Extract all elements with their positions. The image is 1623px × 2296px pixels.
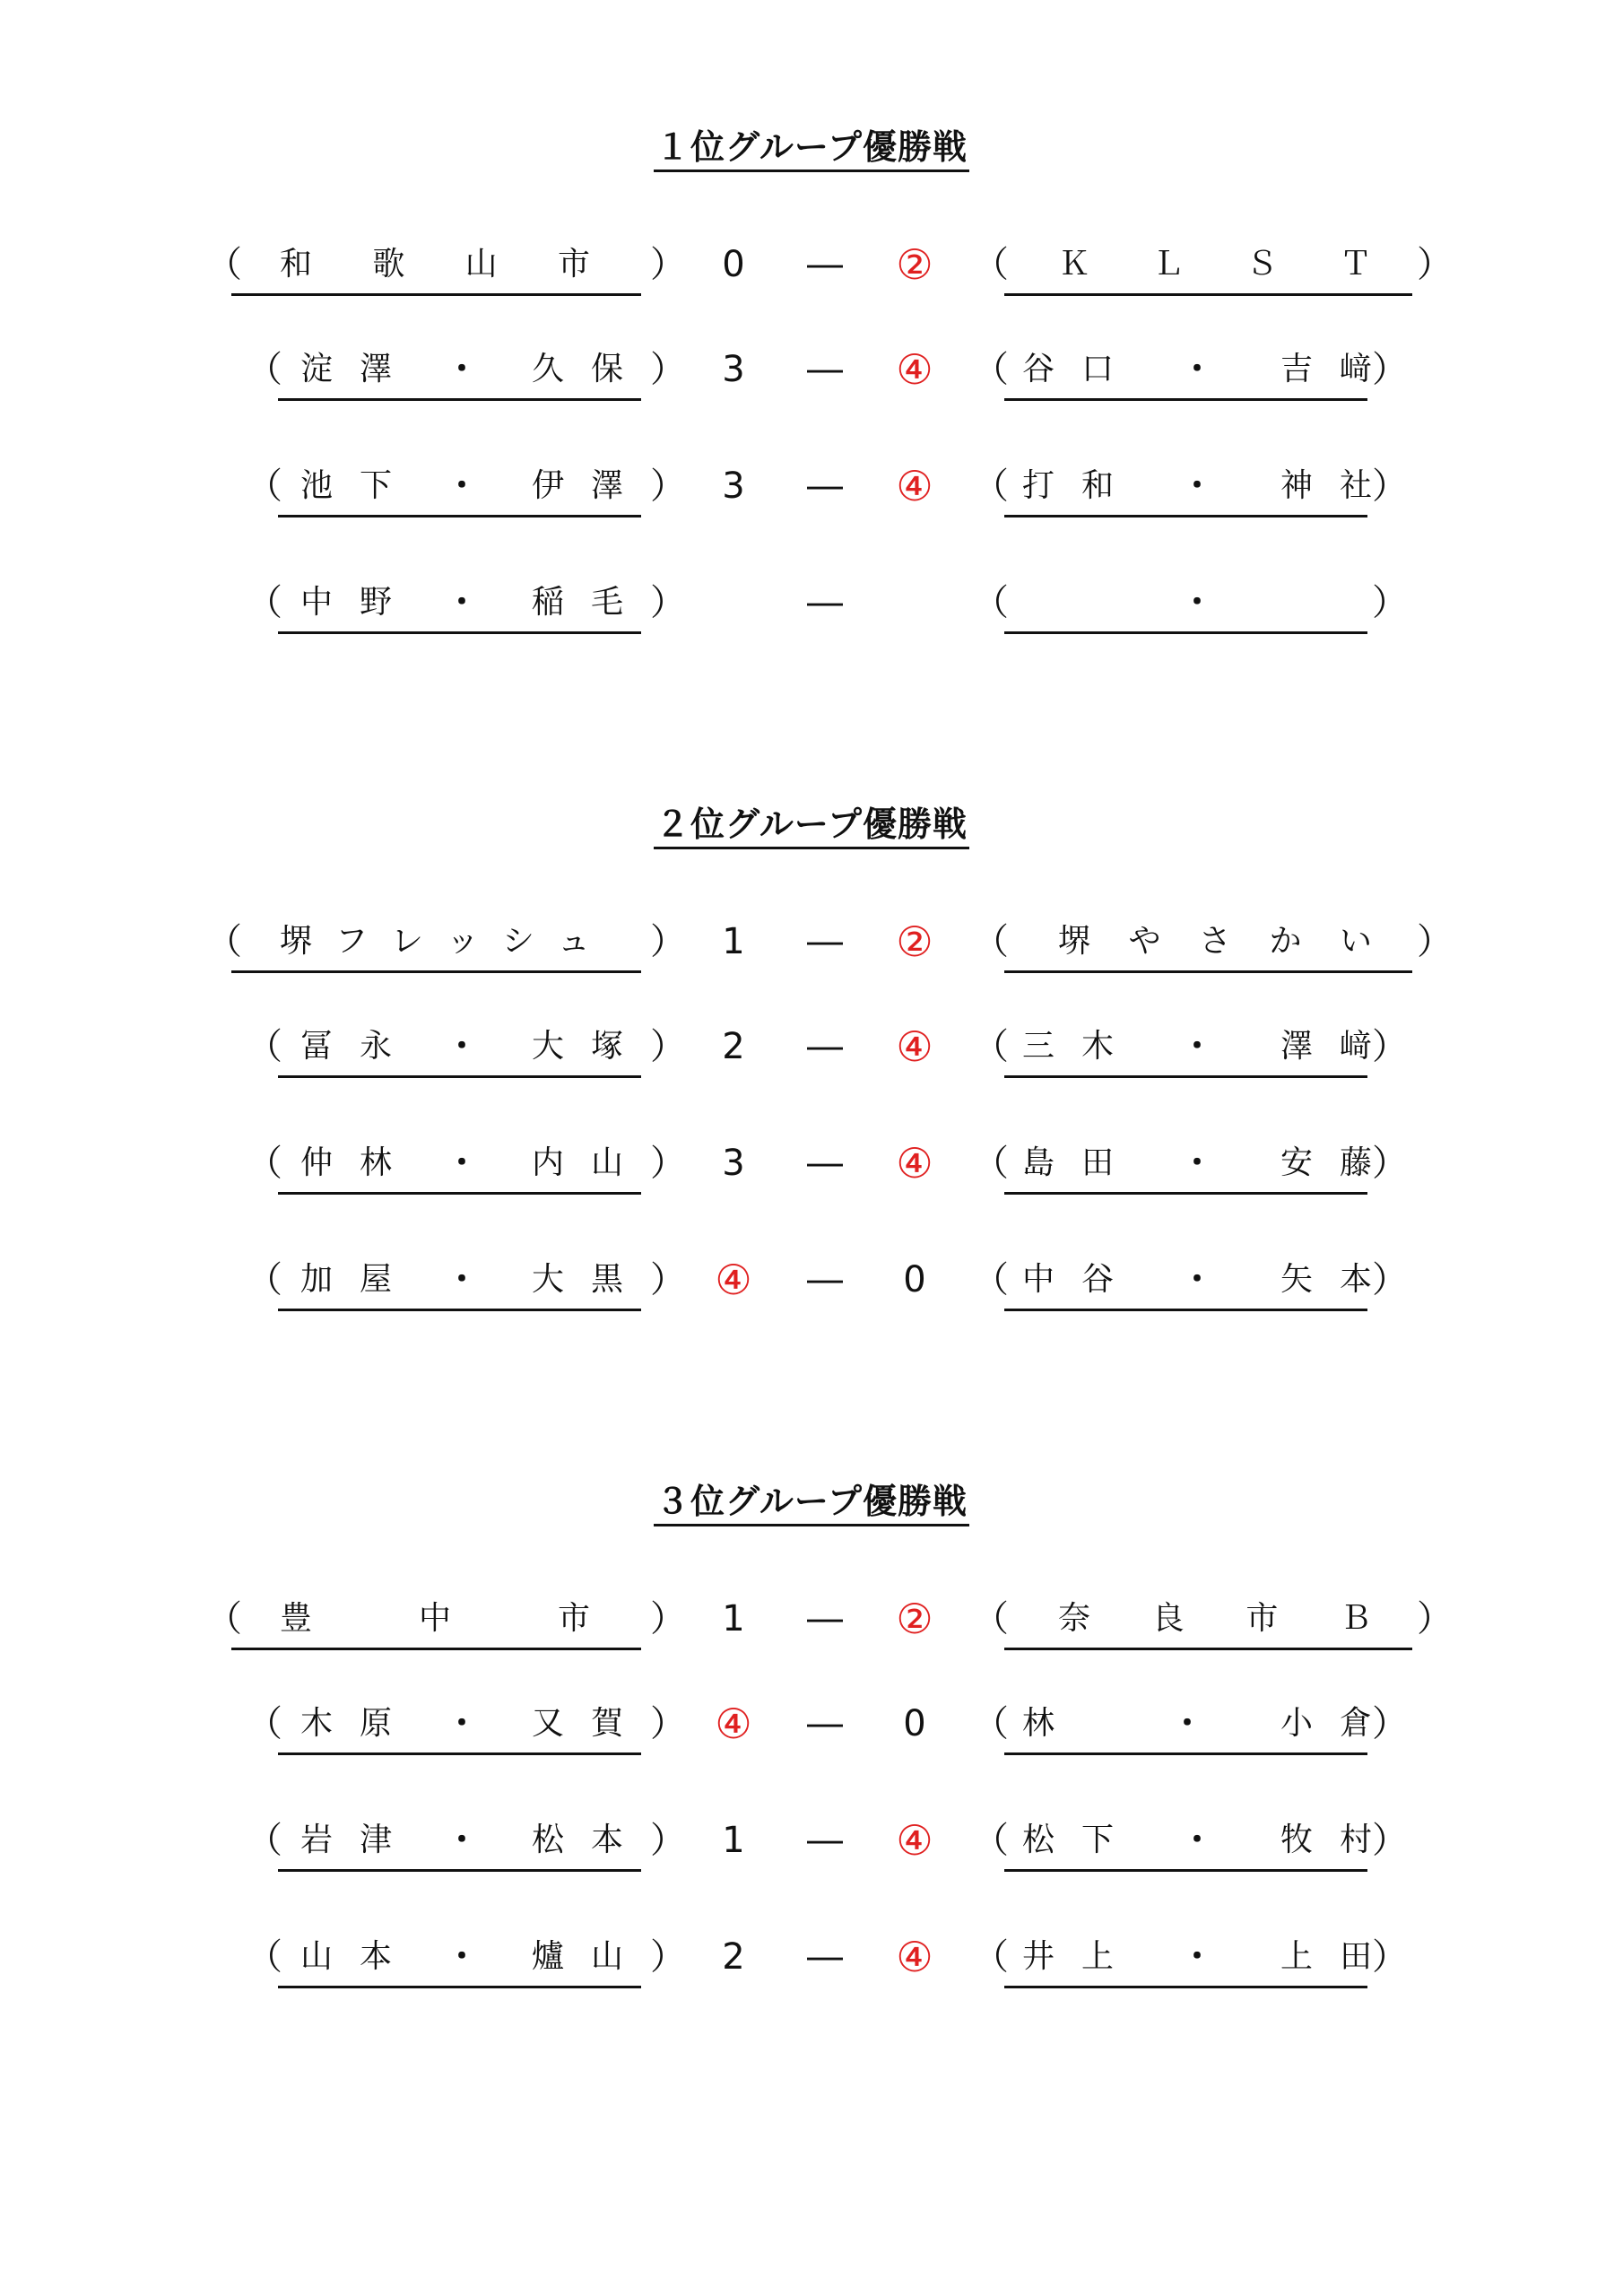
score-dash: ―: [807, 1703, 843, 1744]
middot-separator: ・: [1180, 584, 1213, 621]
name-char: 松: [531, 1822, 564, 1858]
score-right: ④: [896, 345, 933, 394]
pair-left: [300, 1136, 623, 1190]
paren-open: （: [973, 1598, 1009, 1639]
middot-separator: ・: [445, 1705, 478, 1742]
paren-close: ）: [1417, 244, 1453, 285]
name-underline: [231, 970, 641, 973]
player-b: [532, 1813, 623, 1867]
pair-left: [300, 343, 623, 396]
name-char: 賀: [590, 1705, 623, 1742]
player-a: [1022, 1697, 1094, 1751]
name-char: 本: [360, 1938, 393, 1975]
name-char: ッ: [446, 923, 479, 960]
name-char: Ｌ: [1151, 246, 1185, 283]
name-char: 﨑: [1339, 351, 1372, 387]
score-left: ④: [715, 1700, 752, 1748]
section-title: [0, 803, 1623, 849]
middot-separator: ・: [445, 1028, 478, 1065]
score-left: 1: [722, 921, 745, 962]
name-char: さ: [1198, 923, 1231, 960]
name-char: レ: [390, 923, 423, 960]
team-name-right: [1058, 915, 1372, 969]
score-left: 1: [722, 1598, 745, 1639]
name-char: 山: [590, 1938, 623, 1975]
score-dash: ―: [807, 582, 843, 623]
player-b: [1280, 1136, 1372, 1190]
name-char: 木: [300, 1705, 334, 1742]
name-char: 島: [1022, 1144, 1055, 1181]
name-char: フ: [334, 923, 368, 960]
player-a: [300, 459, 392, 513]
doubles-match-row: [0, 576, 1623, 630]
paren-open: （: [247, 582, 282, 623]
middot-separator: ・: [1180, 351, 1213, 387]
middot-separator: ・: [445, 1822, 478, 1858]
name-char: 屋: [360, 1261, 393, 1298]
name-char: 又: [531, 1705, 564, 1742]
score-right: ②: [896, 1595, 933, 1643]
doubles-match-row: [0, 1253, 1623, 1307]
name-char: 久: [531, 351, 564, 387]
player-b: [532, 576, 623, 630]
paren-open: （: [247, 465, 282, 507]
name-char: 伊: [531, 467, 564, 504]
player-b: [1280, 1697, 1372, 1751]
player-b: [532, 1136, 623, 1190]
doubles-match-row: [0, 343, 1623, 396]
name-char: 神: [1280, 467, 1313, 504]
name-underline: [231, 1648, 641, 1650]
paren-close: ）: [1417, 921, 1453, 962]
player-b: [1280, 459, 1372, 513]
name-char: 黒: [590, 1261, 623, 1298]
name-char: 大: [531, 1028, 564, 1065]
name-char: 田: [1081, 1144, 1115, 1181]
paren-open: （: [973, 349, 1009, 390]
team-name-left: [280, 1592, 590, 1646]
player-b: [532, 343, 623, 396]
pair-right: [1022, 1020, 1372, 1074]
score-left: 2: [722, 1026, 745, 1067]
name-char: 下: [1081, 1822, 1115, 1858]
name-underline: [1004, 293, 1412, 296]
name-underline: [1004, 398, 1367, 401]
player-a: [300, 1697, 392, 1751]
player-b: [532, 1697, 623, 1751]
score-left: 3: [722, 1143, 745, 1184]
player-a: [300, 1136, 392, 1190]
name-char: ュ: [557, 923, 590, 960]
paren-close: ）: [1372, 349, 1408, 390]
name-underline: [1004, 1986, 1367, 1988]
middot-separator: ・: [1170, 1705, 1203, 1742]
paren-open: （: [973, 1026, 1009, 1067]
score-left: 3: [722, 349, 745, 390]
name-underline: [278, 515, 641, 517]
middot-separator: ・: [1180, 1144, 1213, 1181]
score-right: ④: [896, 1139, 933, 1187]
score-left: 0: [722, 244, 745, 285]
player-a: [1022, 1136, 1114, 1190]
paren-close: ）: [1372, 1026, 1408, 1067]
section-title-text: ３位グループ優勝戦: [654, 1480, 969, 1526]
paren-close: ）: [650, 349, 686, 390]
name-char: 澤: [590, 467, 623, 504]
paren-open: （: [206, 244, 242, 285]
name-char: Ｔ: [1339, 246, 1372, 283]
middot-separator: ・: [445, 467, 478, 504]
name-char: 中: [1022, 1261, 1055, 1298]
name-char: 倉: [1339, 1705, 1372, 1742]
paren-open: （: [973, 921, 1009, 962]
name-char: 吉: [1280, 351, 1313, 387]
name-underline: [1004, 1752, 1367, 1755]
score-dash: ―: [807, 349, 843, 390]
name-char: 原: [360, 1705, 393, 1742]
name-char: 中: [300, 584, 334, 621]
paren-close: ）: [1372, 1820, 1408, 1861]
team-match-row: [0, 238, 1623, 291]
score-right: ④: [896, 1933, 933, 1981]
paren-open: （: [247, 1143, 282, 1184]
name-char: 保: [590, 351, 623, 387]
name-char: 永: [360, 1028, 393, 1065]
name-char: 淀: [300, 351, 334, 387]
name-char: 林: [360, 1144, 393, 1181]
middot-separator: ・: [445, 584, 478, 621]
player-a: [1022, 1020, 1114, 1074]
score-dash: ―: [807, 1598, 843, 1639]
pair-left: [300, 1020, 623, 1074]
paren-close: ）: [650, 1259, 686, 1300]
paren-open: （: [247, 1936, 282, 1978]
name-char: 矢: [1280, 1261, 1313, 1298]
paren-close: ）: [650, 1820, 686, 1861]
name-underline: [1004, 515, 1367, 517]
player-a: [1022, 1813, 1114, 1867]
name-char: 市: [557, 246, 590, 283]
player-a: [1022, 1930, 1114, 1984]
paren-close: ）: [650, 465, 686, 507]
doubles-match-row: [0, 1930, 1623, 1984]
player-b: [1300, 576, 1372, 630]
paren-open: （: [247, 1703, 282, 1744]
name-char: 本: [1339, 1261, 1372, 1298]
paren-open: （: [206, 921, 242, 962]
name-char: 安: [1280, 1144, 1313, 1181]
team-name-left: [280, 238, 590, 291]
doubles-match-row: [0, 1136, 1623, 1190]
name-char: 田: [1339, 1938, 1372, 1975]
name-char: 和: [280, 246, 313, 283]
name-char: 牧: [1280, 1822, 1313, 1858]
pair-left: [300, 576, 623, 630]
team-match-row: [0, 915, 1623, 969]
name-char: 津: [360, 1822, 393, 1858]
section-title-text: １位グループ優勝戦: [654, 126, 969, 172]
pair-right: [1022, 1930, 1372, 1984]
name-char: 歌: [372, 246, 405, 283]
middot-separator: ・: [445, 1938, 478, 1975]
name-char: 加: [300, 1261, 334, 1298]
paren-open: （: [247, 1820, 282, 1861]
paren-open: （: [206, 1598, 242, 1639]
name-char: Ｋ: [1058, 246, 1091, 283]
player-b: [532, 1020, 623, 1074]
name-char: 堺: [280, 923, 313, 960]
name-underline: [231, 293, 641, 296]
name-char: 爐: [531, 1938, 564, 1975]
score-dash: ―: [807, 1936, 843, 1978]
name-char: 下: [360, 467, 393, 504]
score-dash: ―: [807, 1820, 843, 1861]
name-underline: [278, 398, 641, 401]
name-char: 大: [531, 1261, 564, 1298]
section-title: [0, 126, 1623, 172]
name-char: 本: [590, 1822, 623, 1858]
paren-close: ）: [650, 1143, 686, 1184]
name-underline: [278, 1075, 641, 1078]
player-a: [300, 1253, 392, 1307]
score-right: ④: [896, 1816, 933, 1865]
pair-right: [1022, 1253, 1372, 1307]
middot-separator: ・: [1180, 1028, 1213, 1065]
player-a: [1022, 343, 1114, 396]
name-char: 池: [300, 467, 334, 504]
paren-open: （: [973, 1820, 1009, 1861]
name-underline: [278, 1192, 641, 1195]
name-char: 上: [1081, 1938, 1115, 1975]
paren-open: （: [973, 1703, 1009, 1744]
section-title-text: ２位グループ優勝戦: [654, 803, 969, 849]
name-underline: [1004, 1192, 1367, 1195]
paren-close: ）: [650, 1598, 686, 1639]
score-left: 3: [722, 465, 745, 507]
player-a: [300, 343, 392, 396]
score-dash: ―: [807, 1143, 843, 1184]
paren-open: （: [247, 349, 282, 390]
middot-separator: ・: [1180, 1261, 1213, 1298]
name-char: 岩: [300, 1822, 334, 1858]
name-char: 山: [300, 1938, 334, 1975]
paren-open: （: [247, 1259, 282, 1300]
paren-open: （: [973, 465, 1009, 507]
pair-left: [300, 1813, 623, 1867]
pair-right: [1022, 1136, 1372, 1190]
name-char: 打: [1022, 467, 1055, 504]
player-a: [300, 1813, 392, 1867]
name-underline: [1004, 1648, 1412, 1650]
name-underline: [278, 1309, 641, 1311]
name-char: や: [1128, 923, 1161, 960]
name-char: い: [1339, 923, 1372, 960]
player-a: [1022, 1253, 1114, 1307]
section-title: [0, 1480, 1623, 1526]
pair-left: [300, 1253, 623, 1307]
player-a: [1022, 576, 1094, 630]
player-b: [532, 459, 623, 513]
player-b: [1280, 343, 1372, 396]
middot-separator: ・: [1180, 467, 1213, 504]
name-char: か: [1269, 923, 1302, 960]
pair-right: [1022, 459, 1372, 513]
team-name-right: [1058, 1592, 1372, 1646]
name-char: 仲: [300, 1144, 334, 1181]
paren-close: ）: [1372, 465, 1408, 507]
score-right: 0: [903, 1259, 926, 1300]
name-char: 山: [590, 1144, 623, 1181]
paren-close: ）: [1372, 1259, 1408, 1300]
doubles-match-row: [0, 1020, 1623, 1074]
name-char: 澤: [360, 351, 393, 387]
team-name-right: [1058, 238, 1372, 291]
team-match-row: [0, 1592, 1623, 1646]
pair-left: [300, 1930, 623, 1984]
player-b: [1280, 1813, 1372, 1867]
pair-right: [1022, 343, 1372, 396]
doubles-match-row: [0, 1697, 1623, 1751]
name-char: 和: [1081, 467, 1115, 504]
pair-left: [300, 459, 623, 513]
player-a: [300, 1020, 392, 1074]
team-name-left: [280, 915, 590, 969]
pair-right: [1022, 576, 1372, 630]
name-char: 口: [1081, 351, 1115, 387]
name-underline: [1004, 1869, 1367, 1872]
player-a: [300, 576, 392, 630]
middot-separator: ・: [445, 1261, 478, 1298]
pair-right: [1022, 1813, 1372, 1867]
paren-open: （: [973, 244, 1009, 285]
score-left: 1: [722, 1820, 745, 1861]
score-right: 0: [903, 1703, 926, 1744]
paren-close: ）: [650, 921, 686, 962]
middot-separator: ・: [445, 351, 478, 387]
name-char: 豊: [280, 1600, 313, 1637]
score-dash: ―: [807, 1026, 843, 1067]
player-b: [1280, 1930, 1372, 1984]
paren-close: ）: [650, 1026, 686, 1067]
score-left: ④: [715, 1256, 752, 1304]
name-char: 山: [464, 246, 498, 283]
player-b: [1280, 1253, 1372, 1307]
name-char: 中: [418, 1600, 451, 1637]
score-dash: ―: [807, 465, 843, 507]
middot-separator: ・: [1180, 1822, 1213, 1858]
paren-close: ）: [650, 582, 686, 623]
name-char: 谷: [1022, 351, 1055, 387]
doubles-match-row: [0, 1813, 1623, 1867]
name-char: 市: [1245, 1600, 1279, 1637]
paren-open: （: [973, 1143, 1009, 1184]
name-char: 堺: [1058, 923, 1091, 960]
doubles-match-row: [0, 459, 1623, 513]
name-underline: [1004, 631, 1367, 634]
paren-close: ）: [650, 244, 686, 285]
name-char: Ｂ: [1339, 1600, 1372, 1637]
paren-close: ）: [1417, 1598, 1453, 1639]
paren-close: ）: [1372, 1936, 1408, 1978]
paren-open: （: [973, 1936, 1009, 1978]
name-char: 野: [360, 584, 393, 621]
score-right: ④: [896, 1022, 933, 1071]
pair-right: [1022, 1697, 1372, 1751]
player-a: [1022, 459, 1114, 513]
name-char: 藤: [1339, 1144, 1372, 1181]
name-underline: [278, 1752, 641, 1755]
score-dash: ―: [807, 244, 843, 285]
paren-open: （: [247, 1026, 282, 1067]
name-underline: [278, 631, 641, 634]
name-char: 松: [1022, 1822, 1055, 1858]
name-char: 毛: [590, 584, 623, 621]
paren-open: （: [973, 582, 1009, 623]
paren-open: （: [973, 1259, 1009, 1300]
player-b: [532, 1253, 623, 1307]
score-left: 2: [722, 1936, 745, 1978]
name-underline: [1004, 970, 1412, 973]
player-a: [300, 1930, 392, 1984]
name-underline: [278, 1869, 641, 1872]
score-right: ④: [896, 462, 933, 510]
score-right: ②: [896, 240, 933, 289]
paren-close: ）: [1372, 1143, 1408, 1184]
name-char: 社: [1339, 467, 1372, 504]
name-underline: [1004, 1075, 1367, 1078]
name-char: 市: [557, 1600, 590, 1637]
name-underline: [1004, 1309, 1367, 1311]
paren-close: ）: [650, 1703, 686, 1744]
name-char: 小: [1280, 1705, 1313, 1742]
paren-close: ）: [650, 1936, 686, 1978]
paren-close: ）: [1372, 1703, 1408, 1744]
name-char: 上: [1280, 1938, 1313, 1975]
name-char: シ: [501, 923, 534, 960]
paren-close: ）: [1372, 582, 1408, 623]
score-right: ②: [896, 918, 933, 966]
name-char: 澤: [1280, 1028, 1313, 1065]
pair-left: [300, 1697, 623, 1751]
name-char: 冨: [300, 1028, 334, 1065]
name-char: 村: [1339, 1822, 1372, 1858]
middot-separator: ・: [1180, 1938, 1213, 1975]
name-underline: [278, 1986, 641, 1988]
name-char: 谷: [1081, 1261, 1115, 1298]
middot-separator: ・: [445, 1144, 478, 1181]
name-char: 林: [1022, 1705, 1055, 1742]
name-char: 稲: [531, 584, 564, 621]
name-char: Ｓ: [1245, 246, 1279, 283]
score-dash: ―: [807, 921, 843, 962]
name-char: 木: [1081, 1028, 1115, 1065]
name-char: 井: [1022, 1938, 1055, 1975]
name-char: 塚: [590, 1028, 623, 1065]
player-b: [532, 1930, 623, 1984]
player-b: [1280, 1020, 1372, 1074]
name-char: 奈: [1058, 1600, 1091, 1637]
score-dash: ―: [807, 1259, 843, 1300]
name-char: 内: [531, 1144, 564, 1181]
name-char: 三: [1022, 1028, 1055, 1065]
name-char: 良: [1151, 1600, 1185, 1637]
name-char: 﨑: [1339, 1028, 1372, 1065]
